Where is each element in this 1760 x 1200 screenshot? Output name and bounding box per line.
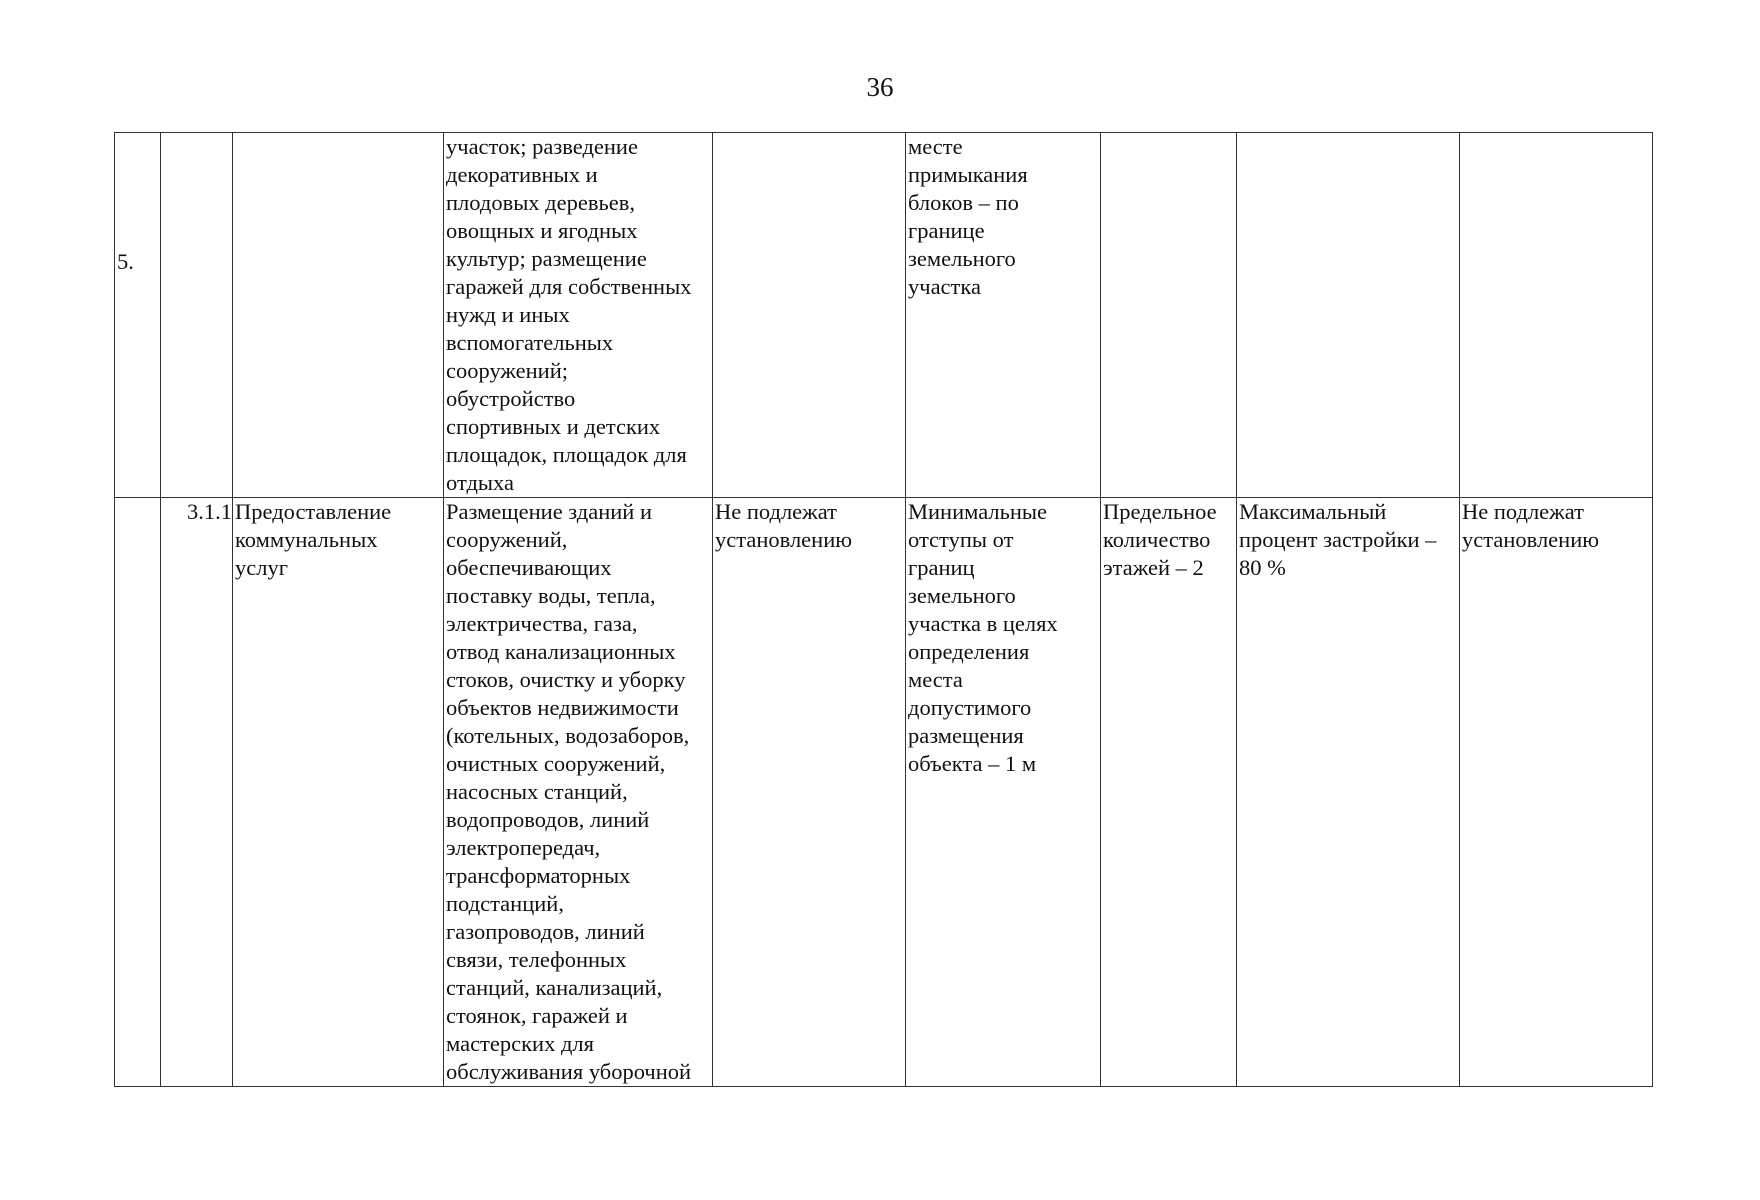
use-name-cell: [233, 133, 444, 498]
use-code-cell: 3.1.1: [161, 498, 233, 1087]
use-name-cell: Предоставление коммунальных услуг: [233, 498, 444, 1087]
table-row: [115, 133, 1653, 498]
floors-cell: Предельное количество этажей – 2: [1101, 498, 1237, 1087]
other-params-cell: Не подлежат установлению: [1460, 498, 1653, 1087]
floors-cell: [1101, 133, 1237, 498]
plot-size-cell: Не подлежат установлению: [713, 498, 906, 1087]
setbacks-cell: Минимальные отступы от границ земельного участка в целях определения места допустимого размещения объекта – 1 м: [906, 498, 1101, 1087]
coverage-cell: [1237, 133, 1460, 498]
coverage-cell: Максимальный процент застройки – 80 %: [1237, 498, 1460, 1087]
plot-size-cell: [713, 133, 906, 498]
use-code-cell: [161, 133, 233, 498]
table-row: [115, 498, 1653, 1087]
regulations-table: [114, 132, 1653, 1087]
row-number-text: 5.: [117, 249, 134, 274]
setbacks-cell: месте примыкания блоков – по границе земельного участка: [906, 133, 1101, 498]
use-description-cell: Размещение зданий и сооружений, обеспечивающих поставку воды, тепла, электричества, газа, отвод канализационных стоков, очистку и уборку объектов недвижимости (котельных, водозаборов, очистных сооружений, насосных станций, водопроводов, линий электропередач, трансформаторных подстанций, газопроводов, линий связи, телефонных станций, канализаций, стоянок, гаражей и мастерских для обслуживания уборочной: [444, 498, 713, 1087]
page-number: 36: [866, 72, 894, 102]
row-number-cell: [115, 133, 161, 498]
row-number-cell: [115, 249, 161, 1087]
use-description-cell: участок; разведение декоративных и плодовых деревьев, овощных и ягодных культур; размещение гаражей для собственных нужд и иных вспомогательных сооружений; обустройство спортивных и детских площадок, площадок для отдыха: [444, 133, 713, 498]
other-params-cell: [1460, 133, 1653, 498]
